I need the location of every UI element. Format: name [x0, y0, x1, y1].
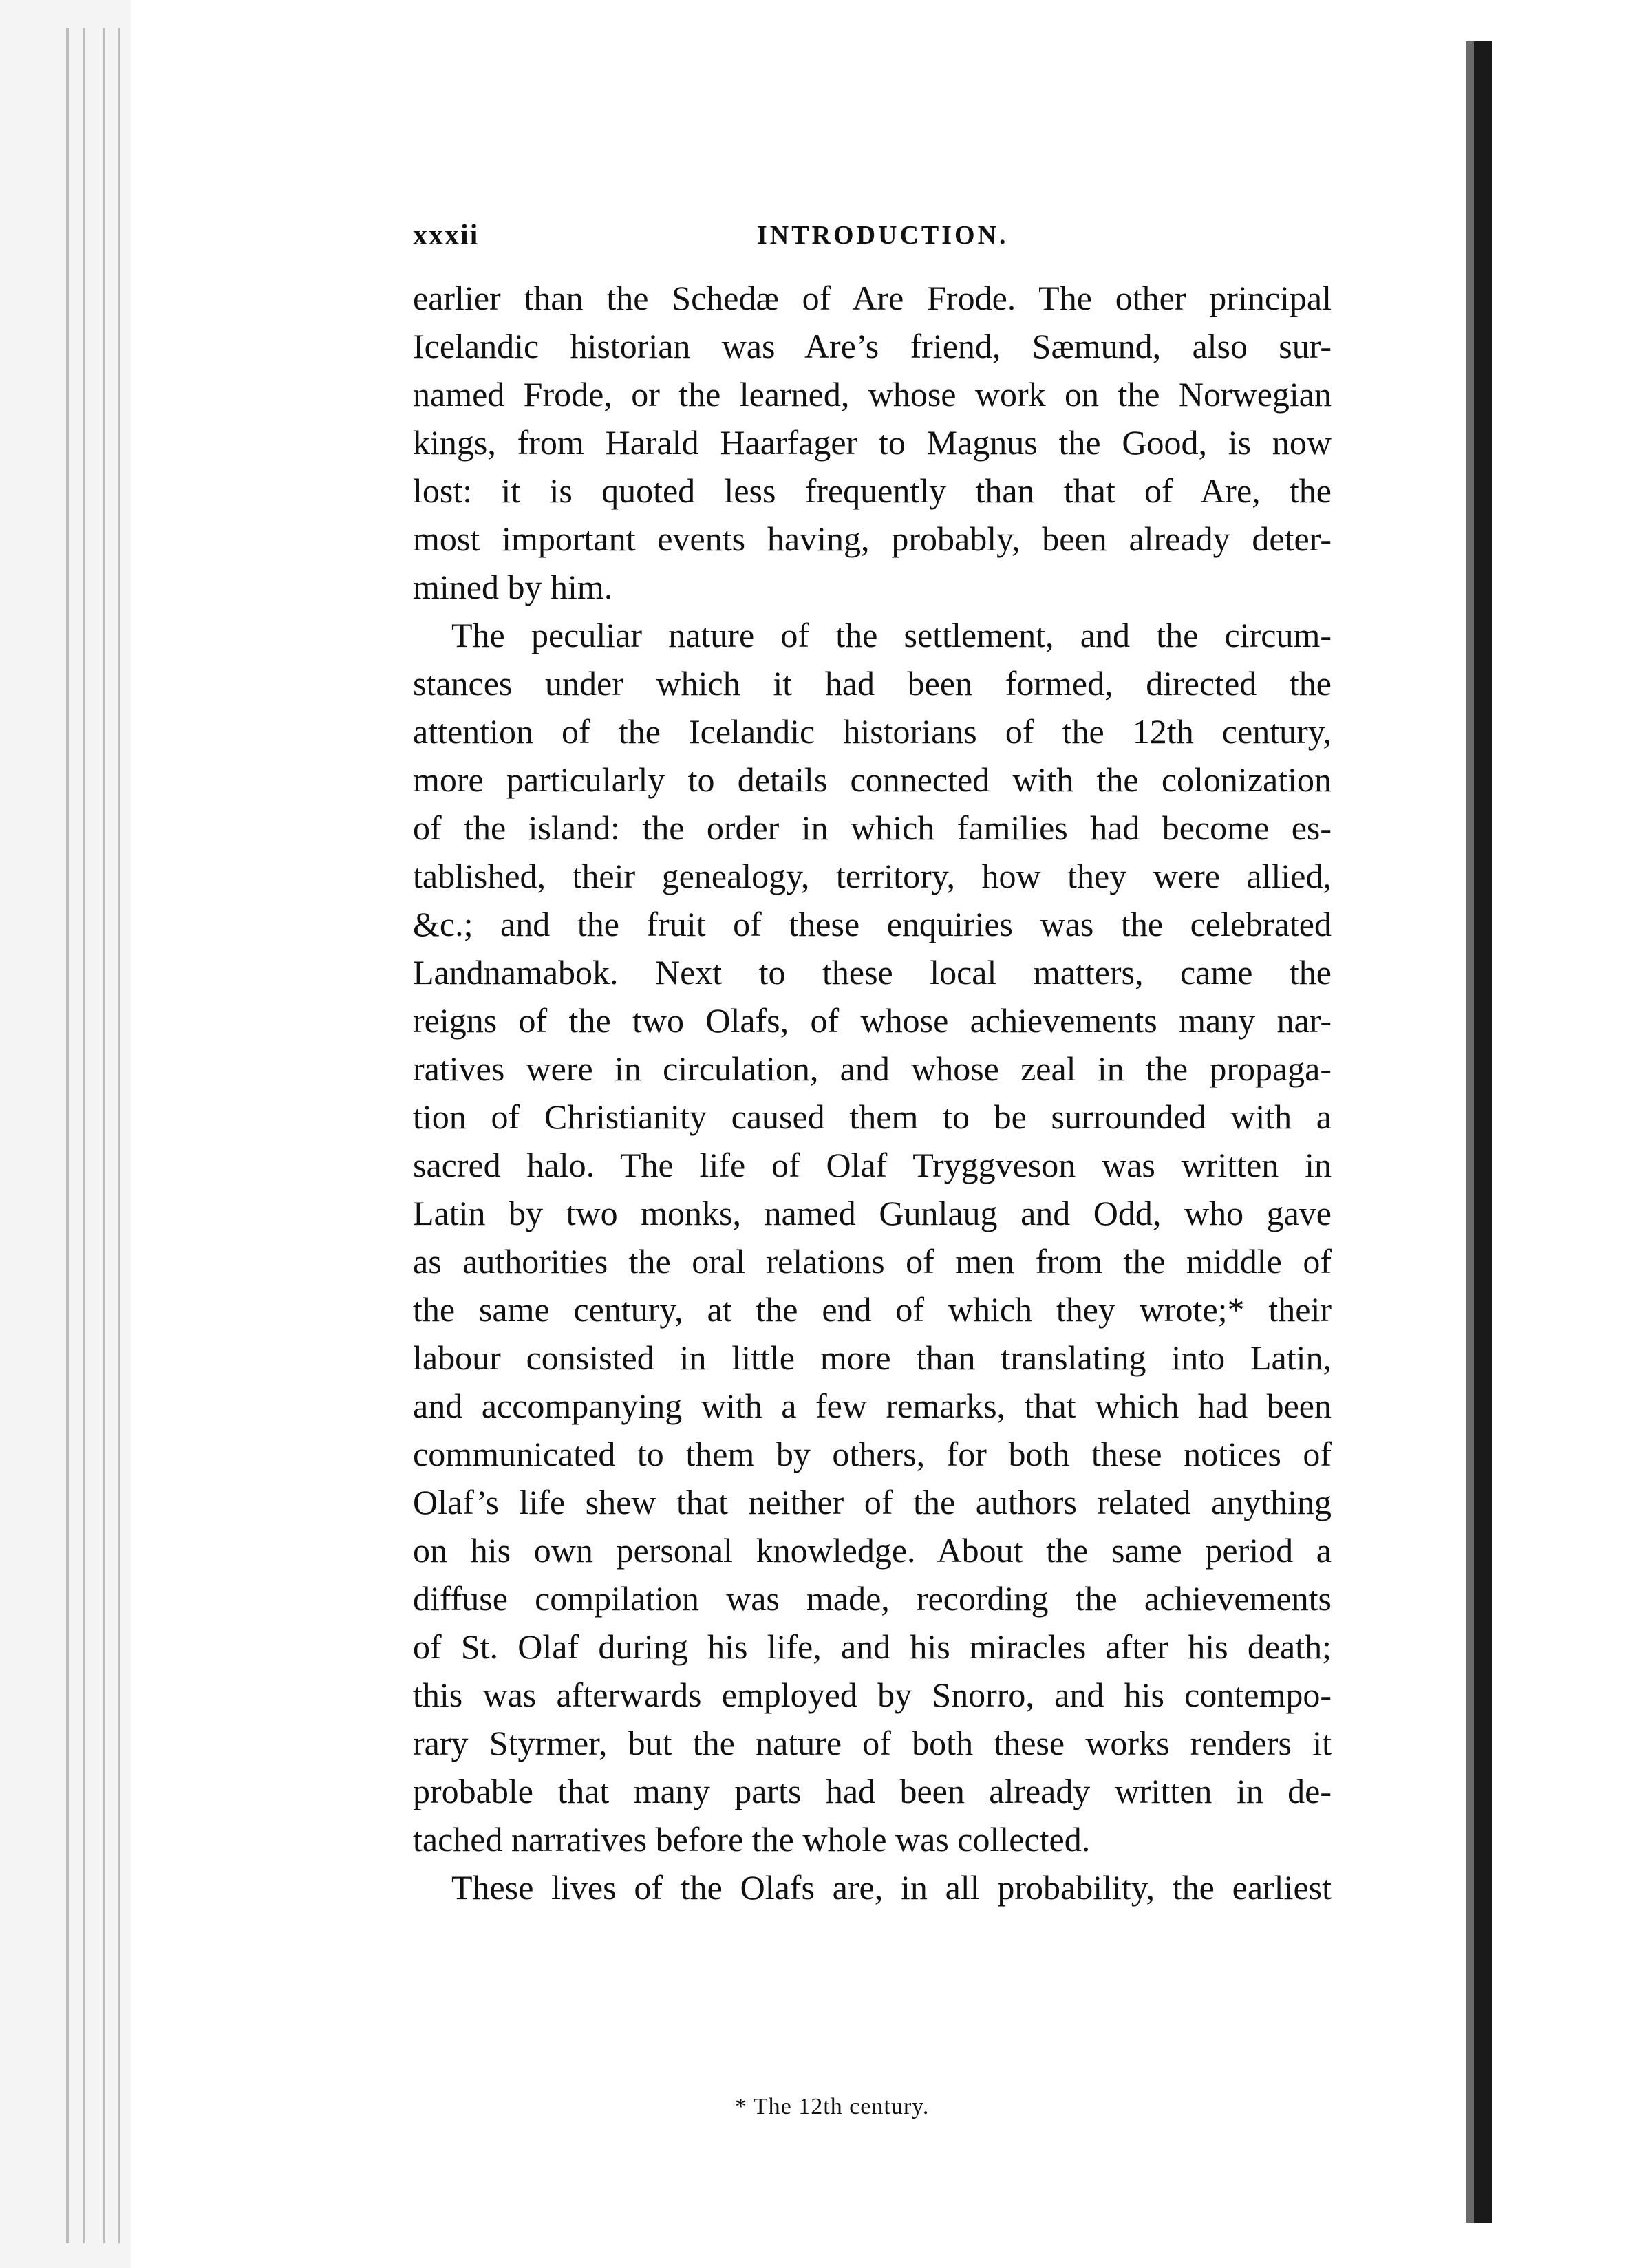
text-line: attention of the Icelandic historians of the 12th century,	[413, 712, 1332, 751]
text-line: earlier than the Schedæ of Are Frode. The other principal	[413, 279, 1332, 317]
page-edge-line	[83, 28, 85, 2243]
page-edge-line	[103, 28, 105, 2243]
paragraph-start-line: These lives of the Olafs are, in all probability, the earliest	[451, 1868, 1332, 1907]
text-line: more particularly to details connected with the colonization	[413, 760, 1332, 799]
text-line: most important events having, probably, been already deter-	[413, 520, 1332, 558]
text-line: of St. Olaf during his life, and his miracles after his death;	[413, 1627, 1332, 1666]
text-line: labour consisted in little more than translating into Latin,	[413, 1338, 1332, 1377]
text-line: stances under which it had been formed, directed the	[413, 664, 1332, 703]
text-line: rary Styrmer, but the nature of both these works renders it	[413, 1724, 1332, 1762]
text-line: this was afterwards employed by Snorro, and his contempo-	[413, 1676, 1332, 1714]
text-line: reigns of the two Olafs, of whose achievements many nar-	[413, 1001, 1332, 1040]
text-line: Landnamabok. Next to these local matters, came the	[413, 953, 1332, 992]
text-line: the same century, at the end of which they wrote;* their	[413, 1290, 1332, 1329]
running-title: INTRODUCTION.	[757, 221, 1009, 250]
text-line: diffuse compilation was made, recording the achievements	[413, 1579, 1332, 1618]
text-line: &c.; and the fruit of these enquiries was the celebrated	[413, 905, 1332, 943]
text-line: tablished, their genealogy, territory, how they were allied,	[413, 857, 1332, 895]
text-line: Olaf’s life shew that neither of the authors related anything	[413, 1483, 1332, 1521]
body-text	[413, 274, 1332, 1912]
text-line: and accompanying with a few remarks, that which had been	[413, 1387, 1332, 1425]
page-edge-line	[118, 28, 120, 2243]
text-line: tached narratives before the whole was collected.	[413, 1820, 1091, 1859]
text-line: as authorities the oral relations of men from the middle of	[413, 1242, 1332, 1281]
running-head	[413, 219, 1335, 253]
text-line: Latin by two monks, named Gunlaug and Odd, who gave	[413, 1194, 1332, 1232]
text-line: ratives were in circulation, and whose zeal in the propaga-	[413, 1049, 1332, 1088]
book-edge-left	[0, 0, 131, 2268]
text-line: sacred halo. The life of Olaf Tryggveson was written in	[413, 1146, 1332, 1184]
spine-shadow	[1466, 41, 1474, 2223]
text-line: named Frode, or the learned, whose work on the Norwegian	[413, 375, 1332, 414]
text-line: Icelandic historian was Are’s friend, Sæmund, also sur-	[413, 327, 1332, 365]
paragraph-start-line: The peculiar nature of the settlement, and the circum-	[451, 616, 1332, 654]
text-line: mined by him.	[413, 568, 613, 606]
text-line: tion of Christianity caused them to be surrounded with a	[413, 1098, 1332, 1136]
page-number: xxxii	[413, 220, 480, 251]
page-edge-line	[66, 28, 69, 2243]
text-line: on his own personal knowledge. About the same period a	[413, 1531, 1332, 1570]
text-line: lost: it is quoted less frequently than that of Are, the	[413, 471, 1332, 510]
book-spine	[1474, 41, 1492, 2223]
text-line: of the island: the order in which families had become es-	[413, 809, 1332, 847]
text-line: communicated to them by others, for both these notices of	[413, 1435, 1332, 1473]
text-line: kings, from Harald Haarfager to Magnus the Good, is now	[413, 423, 1332, 462]
text-line: probable that many parts had been already written in de-	[413, 1772, 1332, 1810]
footnote: * The 12th century.	[735, 2094, 930, 2119]
